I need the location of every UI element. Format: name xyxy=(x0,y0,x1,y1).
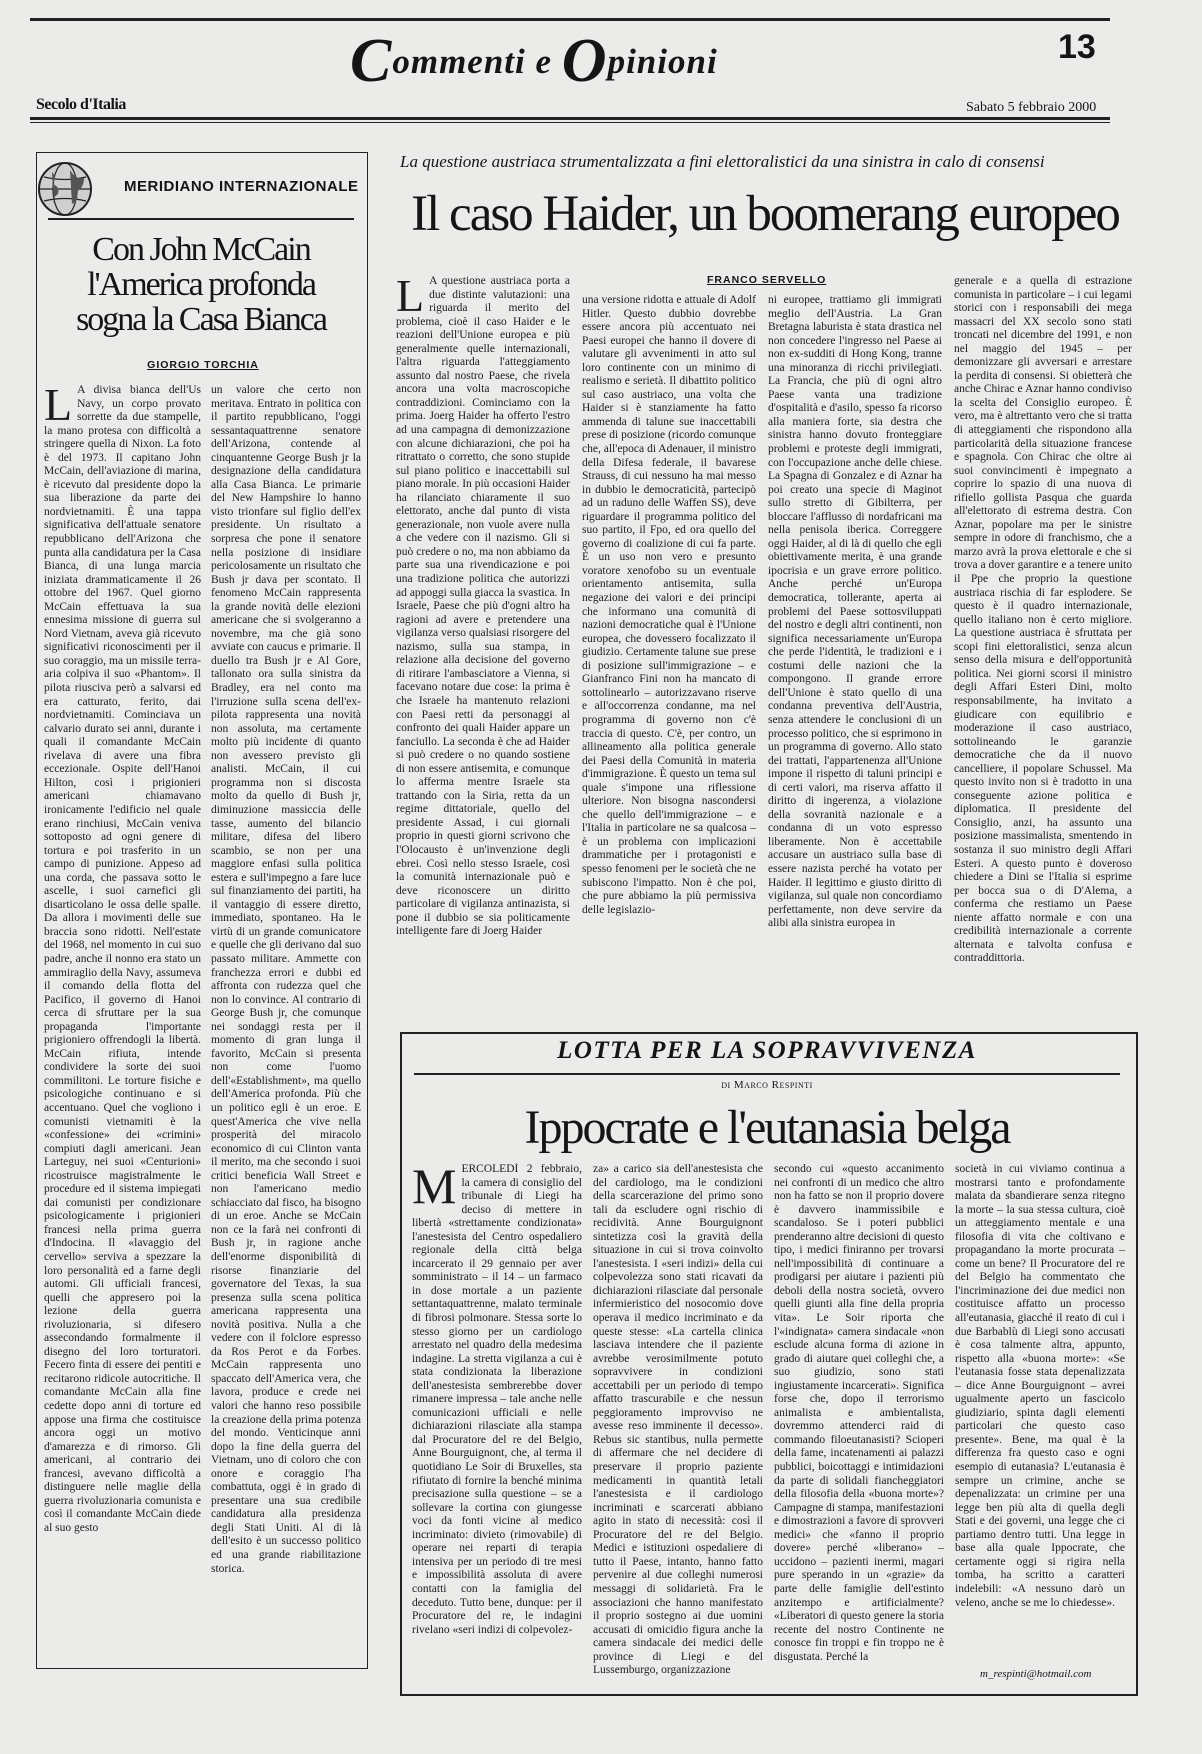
ippocrate-text-2: za» a carico sia dell'anestesista che del cardiologo, ma le condizioni della scarcerazione del primo sono tali da escludere ogni rischio di recidività. Anne Bourguignont sintetizza così la gravità della situazione in cui si trova coinvolto l'anestesista. I «seri indizi» della cui colpevolezza sono stati ricavati da dichiarazioni rilasciate dal personale infermieristico del nosocomio dove operava il medico incriminato e da queste stesse: «La cartella clinica lasciava intendere che il paziente avrebbe verosimilmente potuto sopravvivere in condizioni accettabili per un periodo di tempo affatto trascurabile e che nessun peggioramento improvviso ne avesse reso imminente il decesso». Rebus sic stantibus, nulla permette di affermare che nel decidere di preservare il proprio paziente medicamenti in quantità letali l'anestesista e il cardiologo incriminati e scarcerati abbiano agito in stato di necessità: così il Procuratore del re del Belgio. Medici e istituzioni ospedaliere di tutto il Paese, intanto, hanno fatto pervenire al due colleghi numerosi messaggi di solidarietà. Fra le associazioni che hanno manifestato il proprio sostegno ai due uomini accusati di omicidio figura anche la camera sindacale dei medici delle province di Liegi e del Lussemburgo, organizzazione xyxy=(593,1163,763,1677)
ippocrate-label-rule xyxy=(414,1073,1120,1075)
meridiano-column-label: MERIDIANO INTERNAZIONALE xyxy=(124,178,359,195)
ippocrate-byline: di Marco Respinti xyxy=(721,1079,813,1091)
haider-column-3 xyxy=(768,294,942,1007)
meridiano-dropcap: L xyxy=(44,384,73,430)
ippocrate-column-label: LOTTA PER LA SOPRAVVIVENZA xyxy=(557,1037,977,1064)
section-title-initial-2: O xyxy=(561,27,608,95)
section-title-part-1: ommenti e xyxy=(392,42,562,81)
page-number: 13 xyxy=(1058,28,1096,66)
haider-dropcap: L xyxy=(396,275,425,321)
ippocrate-headline: Ippocrate e l'eutanasia belga xyxy=(524,1101,1010,1154)
meridiano-column-1 xyxy=(44,384,201,1658)
masthead: Secolo d'Italia xyxy=(36,96,126,113)
ippocrate-text-1: ERCOLEDÌ 2 febbraio, la camera di consiglio del tribunale di Liegi ha deciso di mettere in libertà «strettamente condizionata» l'anestesista del Centro ospedaliero regionale della città belga incarcerato il 29 gennaio per aver somministrato – il 14 – un farmaco in dose mortale a un paziente settantaquattrenne, malato terminale di fibrosi polmonare. Stessa sorte lo stesso giorno per un cardiologo arrestato nel quadro della medesima indagine. La stretta vigilanza a cui è stata condizionata la liberazione dell'anestesista sembrerebbe dover rimanere impressa – tale anche nelle comunicazioni ufficiali e nelle dichiarazioni rilasciate alla stampa dal Procuratore del re del Belgio, Anne Bourguignont, che, al terma il quotidiano Le Soir di Bruxelles, sta rifiutato di fornire la benché minima precisazione sulla questione – se a sollevare la cortina con giungesse voci da fonti vicine al medico incriminato: divieto (rimovabile) di operare nei reparti di terapia intensiva per un periodo di tre mesi e impossibilità assoluta di avere contatti con la famiglia del deceduto. Tutto bene, dunque: per il Procuratore del re, le indagini rivelano «seri indizi di colpevolez- xyxy=(412,1163,582,1636)
section-title-part-2: pinioni xyxy=(607,42,718,81)
haider-column-4 xyxy=(954,275,1132,1007)
haider-text-1: A questione austriaca porta a due distinte valutazioni: una riguarda il merito del problema, cioè il caso Haider e le reazioni dell'Unione europea e più generalmente quelle internazionali, l'altra riguarda l'atteggiamento assunto dal nostro Paese, che rivela ancora una volta macroscopiche contraddizioni. Cominciamo con la prima. Joerg Haider ha offerto l'estro ad una campagna di demonizzazione con alcune dichiarazioni, che poi ha ritrattato o corretto, che sono stupide sul piano politico e inaccettabili sul piano morale. In più occasioni Haider ha rilanciato chiaramente il suo elettorato, anche dal punto di vista generazionale, non vuole avere nulla a che vedere con il nazismo. Gli si può credere o no, ma non abbiamo da parte sua una rivendicazione e poi una tradizione politica che autorizzi ad appoggi sulla giacca la svastica. In Israele, Paese che più d'ogni altro ha ragioni ad avere e pretendere una vigilanza verso qualsiasi risorgere del nazismo, sulla sua stampa, in relazione alla decisione del governo di ritirare l'ambasciatore a Vienna, si facevano notare due cose: la prima è che Israele ha mantenuto relazioni con Paesi retti da personaggi al confronto dei quali Haider appare un fanciullo. La seconda è che ad Haider si può credere o no quando sostiene di non essere antisemita, e comunque lo afferma mentre Israele sta trattando con la Siria, retta da un regime dittatoriale, quello del presidente Assad, i cui giornali proprio in questi giorni scrivono che l'Olocausto è un'invenzione degli ebrei. Così nello stesso Israele, così la comunità internazionale può e deve riconoscere un diritto particolare di vigilanza antinazista, si pone il dubbio se sia politicamente intelligente fare di Joerg Haider xyxy=(396,275,570,938)
globe-icon xyxy=(36,160,94,218)
issue-date: Sabato 5 febbraio 2000 xyxy=(966,100,1097,115)
meridiano-label-rule xyxy=(48,218,354,220)
meridiano-text-1: A divisa bianca dell'Us Navy, un corpo provato sorrette da due stampelle, la mano protesa con difficoltà a stringere quella di Nixon. La foto è del 1973. Il capitano John McCain, dell'aviazione di marina, è ricevuto dal presidente dopo la sua liberazione da parte dei nordvietnamiti. È una tappa significativa dell'attuale senatore repubblicano dell'Arizona che punta alla candidatura per la Casa Bianca, di una lunga marcia iniziata drammaticamente il 26 ottobre del 1967. Quel giorno McCain effettuava la sua ennesima missione di guerra sul Nord Vietnam, aveva già ricevuto significativi riconoscimenti per il suo coraggio, ma un missile terra-aria colpiva il suo «Phantom». Il pilota riusciva però a salvarsi ed era catturato, ferito, dai nordvietnamiti. Cominciava un calvario durato sei anni, durante i quali il comandante McCain rivelava di avere una fibra eccezionale. Ospite dell'Hanoi Hilton, così i prigionieri americani chiamavano ironicamente l'edificio nel quale erano rinchiusi, McCain veniva sottoposto ad ogni genere di tortura e poi trasferito in un campo di punizione. Appeso ad una corda, che passava sotto le ascelle, i suoi carnefici gli disarticolano le ossa delle spalle. Da allora i movimenti delle sue braccia sono ridotti. Nell'estate del 1968, nel momento in cui suo padre, anche il nonno era stato un ammiraglio della Navy, assumeva il comando della flotta del Pacifico, il governo di Hanoi cerca di sfruttare per la sua propaganda l'importante prigioniero offrendogli la libertà. McCain rifiuta, intende condividere la sorte dei suoi commilitoni. Le torture fisiche e psicologiche continuano e si accentuano. Quel che vogliono i comunisti vietnamiti è la «confessione» dei «crimini» compiuti dagli americani. Jean Larteguy, nei suoi «Centurioni» ricostruisce magistralmente le procedure ed il sistema impiegati dai comunisti per condizionare psicologicamente i prigionieri francesi nella prima guerra d'Indocina. Il «lavaggio del cervello» serviva a spezzare la loro personalità ed a farne degli automi. Gli ufficiali francesi, quelli che appresero poi la lezione della guerra rivoluzionaria, si difesero assecondando formalmente il disegno del loro torturatori. Fecero finta di essere dei pentiti e recitarono ridicole autocritiche. Il comandante McCain alla fine cedette dopo anni di torture ed appose una firma che costituisce ancora oggi un motivo d'amarezza e di rimorso. Gli americani, al contrario dei francesi, avevano difficoltà a distinguere nelle maglie della guerra rivoluzionaria comunista e così il comandante McCain diede al suo gesto xyxy=(44,384,201,1534)
ippocrate-column-4 xyxy=(955,1163,1125,1668)
haider-text-2: una versione ridotta e attuale di Adolf Hitler. Questo dubbio dovrebbe essere ancora più accentuato nei Paesi europei che hanno il dovere di valutare gli avvenimenti in atto sul loro continente con un minimo di realismo e serietà. Il dibattito politico sul caso austriaco, una volta che Haider si è stanziamente ha fatto ammenda di talune sue inaccettabili prese di posizione (ricordo comunque che, all'epoca di Adenauer, il ministro della Difesa federale, il bavarese Strauss, di cui nessuno ha mai messo in dubbio le democraticità, partecipò ad un raduno delle Waffen SS), deve riguardare il programma politico del suo partito, il Fpo, ed ora quello del governo di coalizione di cui fa parte. È un uso non vero e presunto voratore xenofobo su un eventuale orientamento antisemita, sulla negazione dei valori e dei principi che informano una comunità di nazioni democratiche qual è l'Unione europea, che dovessero focalizzato il giudizio. Certamente talune sue prese di posizione sull'immigrazione – e Gianfranco Fini non ha mancato di sottolinearlo – autorizzavano riserve e all'occorrenza condanne, ma nel programma di governo non c'è traccia di questo. C'è, per contro, un allineamento alla politica generale dei Paesi della Comunità in materia d'immigrazione. È questo un tema sul quale s'impone una riflessione ulteriore. Non bisogna nascondersi che quello dell'immigrazione – e l'Italia in particolare ne sa qualcosa – è un problema con implicazioni drammatiche per i protagonisti e spesso fenomeni per le società che ne subiscono l'impatto. Non è che poi, che pure abbiamo la più permissiva delle legislazio- xyxy=(582,294,756,916)
header-rule-thin xyxy=(30,122,1110,123)
header-rule xyxy=(30,117,1110,120)
meridiano-headline: Con John McCain l'America profonda sogna la Casa Bianca xyxy=(76,231,326,338)
ippocrate-column-1 xyxy=(412,1163,582,1685)
haider-column-2 xyxy=(582,294,756,1007)
ippocrate-email[interactable]: m_respinti@hotmail.com xyxy=(980,1668,1092,1680)
ippocrate-text-4: società in cui viviamo continua a mostrarsi tanto e profondamente malata da sbandierare senza ritegno la morte – la sua stessa cultura, cioè un atteggiamento mentale e una filosofia di vita che coltivano e propagandano la morte procurata – come un bene? Il Procuratore del re del Belgio ha commentato che l'incriminazione dei due medici non costituisce affatto un processo all'eutanasia, giacché il reato di cui i due Barbablù di Liegi sono accusati è cosa talmente altra, appunto, rispetto alla «buona morte»: «Se l'eutanasia fosse stata depenalizzata – dice Anne Bourguignont – avrei ugualmente aperto un fascicolo giudiziario, spinta dagli elementi particolari che questo caso presente». Bene, ma qual è la differenza fra questo caso e ogni esempio di eutanasia? L'eutanasia è sempre un crimine, anche se depenalizzata: un crimine per una legge ben più alta di quella degli Stati e dei governi, una legge che ci partiamo dentro tutti. Una legge in base alla quale Ippocrate, che certamente oggi si rigira nella tomba, ha scritto a caratteri indelebili: «A nessuno darò un veleno, anche se me lo chiedesse». xyxy=(955,1163,1125,1609)
section-title xyxy=(350,26,718,95)
haider-text-3: ni europee, trattiamo gli immigrati meglio dell'Austria. La Gran Bretagna laburista è stata drastica nel non concedere l'ingresso nel Paese ai non ex-sudditi di Hong Kong, tranne una minoranza di ricchi privilegiati. La Francia, che più di ogni altro Paese vanta una tradizione d'ospitalità e d'asilo, spesso fa ricorso alla maniera forte, sia destra che sinistra hanno dovuto fronteggiare problemi e proteste degli immigrati, con l'occupazione anche delle chiese. La Spagna di Gonzalez e di Aznar ha poi creato una specie di Maginot sullo stretto di Gibilterra, per bloccare l'afflusso di nordafricani ma nella penisola iberica. Correggere oggi Haider, al di là di quello che egli obiettivamente merita, è una grande ipocrisia e un grave errore politico. Anche perché un'Europa democratica, tollerante, aperta ai problemi del Paese sottosviluppati del nostro e degli altri continenti, non significa necessariamente un'Europa che perde l'identità, le tradizioni e i costumi delle nazioni che la compongono. Il grande errore dell'Unione è stato quello di una condanna preventiva dell'Austria, senza attendere le conclusioni di un processo politico, che si esprimono in un programma di governo. Allo stato dei trattati, l'appartenenza all'Unione impone il rispetto di taluni principi e di certi valori, ma riserva affatto il diritto di ingerenza, a violazione della sovranità nazionale e a condanna di un voto espresso liberamente. Non è accettabile accusare un austriaco sulla base di essere nazista perché ha votato per Haider. Il legittimo e giusto diritto di vigilanza, sul quale non concordiamo perfettamente, non deve servire da alibi alla sinistra europea in xyxy=(768,294,942,930)
section-title-initial-1: C xyxy=(350,27,393,95)
ippocrate-dropcap: M xyxy=(412,1163,457,1214)
haider-headline: Il caso Haider, un boomerang europeo xyxy=(411,186,1119,242)
ippocrate-text-3: secondo cui «questo accanimento nei confronti di un medico che altro non ha fatto se non il proprio dovere è davvero inammissibile e scandaloso. Se i poteri pubblici prenderanno altre decisioni di questo tipo, i medici finiranno per trovarsi nell'impossibilità di continuare a prodigarsi per aiutare i pazienti più deboli della nostra società, ovvero quelli giunti alla fine della propria vita». Le Soir riporta che l'«indignata» camera sindacale «non esclude alcuna forma di azione in grado di aiutare quei colleghi che, a suo giudizio, sono stati ingiustamente incarcerati». Significa forse che, dopo il terrorismo animalista e ambientalista, dovremmo attenderci raid di commando filoeutanasisti? Scioperi della fame, incatenamenti ai palazzi pubblici, boicottaggi e intimidazioni da parte di solidali fiancheggiatori della filosofia della «buona morte»? Campagne di stampa, manifestazioni e dimostrazioni a favore di sprovveri medici» che «fanno il proprio dovere» perché «liberano» – uccidono – pazienti inermi, magari pure sperando in un «grazie» da parte delle famiglie dell'estinto anzitempo e artificialmente? «Liberatori di questo genere la storia recente del nostro Continente ne conosce fin troppi e fin troppo ne è disgustata. Perché la xyxy=(774,1163,944,1663)
meridiano-text-2: un valore che certo non meritava. Entrato in politica con il partito repubblicano, l'oggi sessantaquattrenne senatore dell'Arizona, contende al cinquantenne George Bush jr la designazione della candidatura alla Casa Bianca. Le primarie del New Hampshire lo hanno visto trionfare sul figlio dell'ex presidente. Un risultato a sorpresa che pone il senatore nella posizione di insidiare pericolosamente un risultato che Bush jr dava per scontato. Il fenomeno McCain rappresenta la grande novità delle elezioni americane che si svolgeranno a novembre, ma che già sono avviate con caucus e primarie. Il duello tra Bush jr e Al Gore, tallonato ora sulla sinistra da Bradley, era nel conto ma l'irruzione sulla scena dell'ex-pilota rappresenta una novità non assoluta, ma certamente molto più incidente di quanto non avessero previsto gli analisti. McCain, il cui programma non si discosta molto da quello di Bush jr, diminuzione massiccia delle tasse, aumento del bilancio militare, difesa del libero scambio, se non per una maggiore enfasi sulla politica estera e sull'impegno a fare luce sul finanziamento dei partiti, ha il vantaggio di essere diretto, immediato, spontaneo. Ha le virtù di un grande comunicatore e quelle che gli derivano dal suo passato militare. Ammette con franchezza errori e dubbi ed affronta con rudezza quel che non lo convince. Al contrario di George Bush jr, che comunque nei sondaggi resta per il momento di gran lunga il favorito, McCain si presenta non come l'uomo dell'«Establishment», ma quello dell'America profonda. Più che un politico egli è un eroe. E quest'America che vive nella prosperità del miracolo economico di cui Clinton vanta il merito, ma che secondo i suoi critici beneficia Wall Street e non l'americano medio schiacciato dal fisco, ha bisogno di un eroe. Anche se McCain non ce la farà nei confronti di Bush jr, in ragione anche dell'enorme disponibilità di risorse finanziarie del governatore del Texas, la sua presenza sulla scena politica americana rappresenta una novità positiva. Nulla a che vedere con il folclore espresso da Ros Perot e da Forbes. McCain rappresenta uno spaccato dell'America vera, che lavora, produce e crede nei valori che hanno reso possibile la creazione della prima potenza del mondo. Venticinque anni dopo la fine della guerra del Vietnam, uno di coloro che con onore e coraggio l'ha combattuta, oggi è in grado di presentare una sua credibile candidatura alla presidenza degli Stati Uniti. Al di là dell'esito è un successo politico ed una grande riabilitazione storica. xyxy=(211,384,361,1575)
meridiano-column-2 xyxy=(211,384,361,1658)
ippocrate-column-3 xyxy=(774,1163,944,1685)
haider-byline: FRANCO SERVELLO xyxy=(707,274,827,286)
haider-text-4: generale e a quella di estrazione comunista in particolare – i cui legami storici con i responsabili dei mega massacri del XX secolo sono stati troncati nel dicembre del 1991, e non nel maggio del 1945 – per demonizzare gli avversari e arrestare la perdita di consensi. Si obietterà che anche Chirac e Aznar hanno condiviso la scelta del Consiglio europeo. È vero, ma è altrettanto vero che si tratta di atteggiamenti che rispondono alla particolarità della situazione francese e spagnola. Con Chirac che oltre ai suoi convincimenti è impegnato a coprire lo spazio di una nuova di rifiello gollista Pasqua che guarda all'elettorato di estrema destra. Con Aznar, popolare ma per le sinistre sempre in odore di franchismo, che a marzo avrà la prova elettorale e che si trova a dover garantire e a tenere unito il Ppe che proprio la questione austriaca rischia di far esplodere. Se questo è il quadro internazionale, quello italiano non è certo migliore. La questione austriaca è sfruttata per scopi fini elettoralistici, senza alcun senso della misura e dell'opportunità politica. Nei giorni scorsi il ministro degli Affari Esteri Dini, molto responsabilmente, ha invitato a giudicare con equilibrio e moderazione il caso austriaco, sottolineando le garanzie democratiche che da il nuovo cancelliere, il popolare Schussel. Ma questo invito non si è tradotto in una conseguente azione politica e diplomatica. Il presidente del Consiglio, anzi, ha assunto una posizione massimalista, smentendo in sostanza il suo ministro degli Affari Esteri. A questo punto è doveroso chiedere a Dini se l'Italia si esprime per bocca sua o di D'Alema, a conferma che restiamo un Paese niente affatto normale e con una credibilità internazionale a corrente alternata e talvolta confusa e contraddittoria. xyxy=(954,275,1132,965)
haider-column-1 xyxy=(396,275,570,1007)
top-rule xyxy=(30,18,1110,21)
meridiano-byline: GIORGIO TORCHIA xyxy=(147,359,259,371)
ippocrate-column-2 xyxy=(593,1163,763,1685)
haider-kicker: La questione austriaca strumentalizzata a fini elettoralistici da una sinistra in calo di consensi xyxy=(400,152,1045,171)
